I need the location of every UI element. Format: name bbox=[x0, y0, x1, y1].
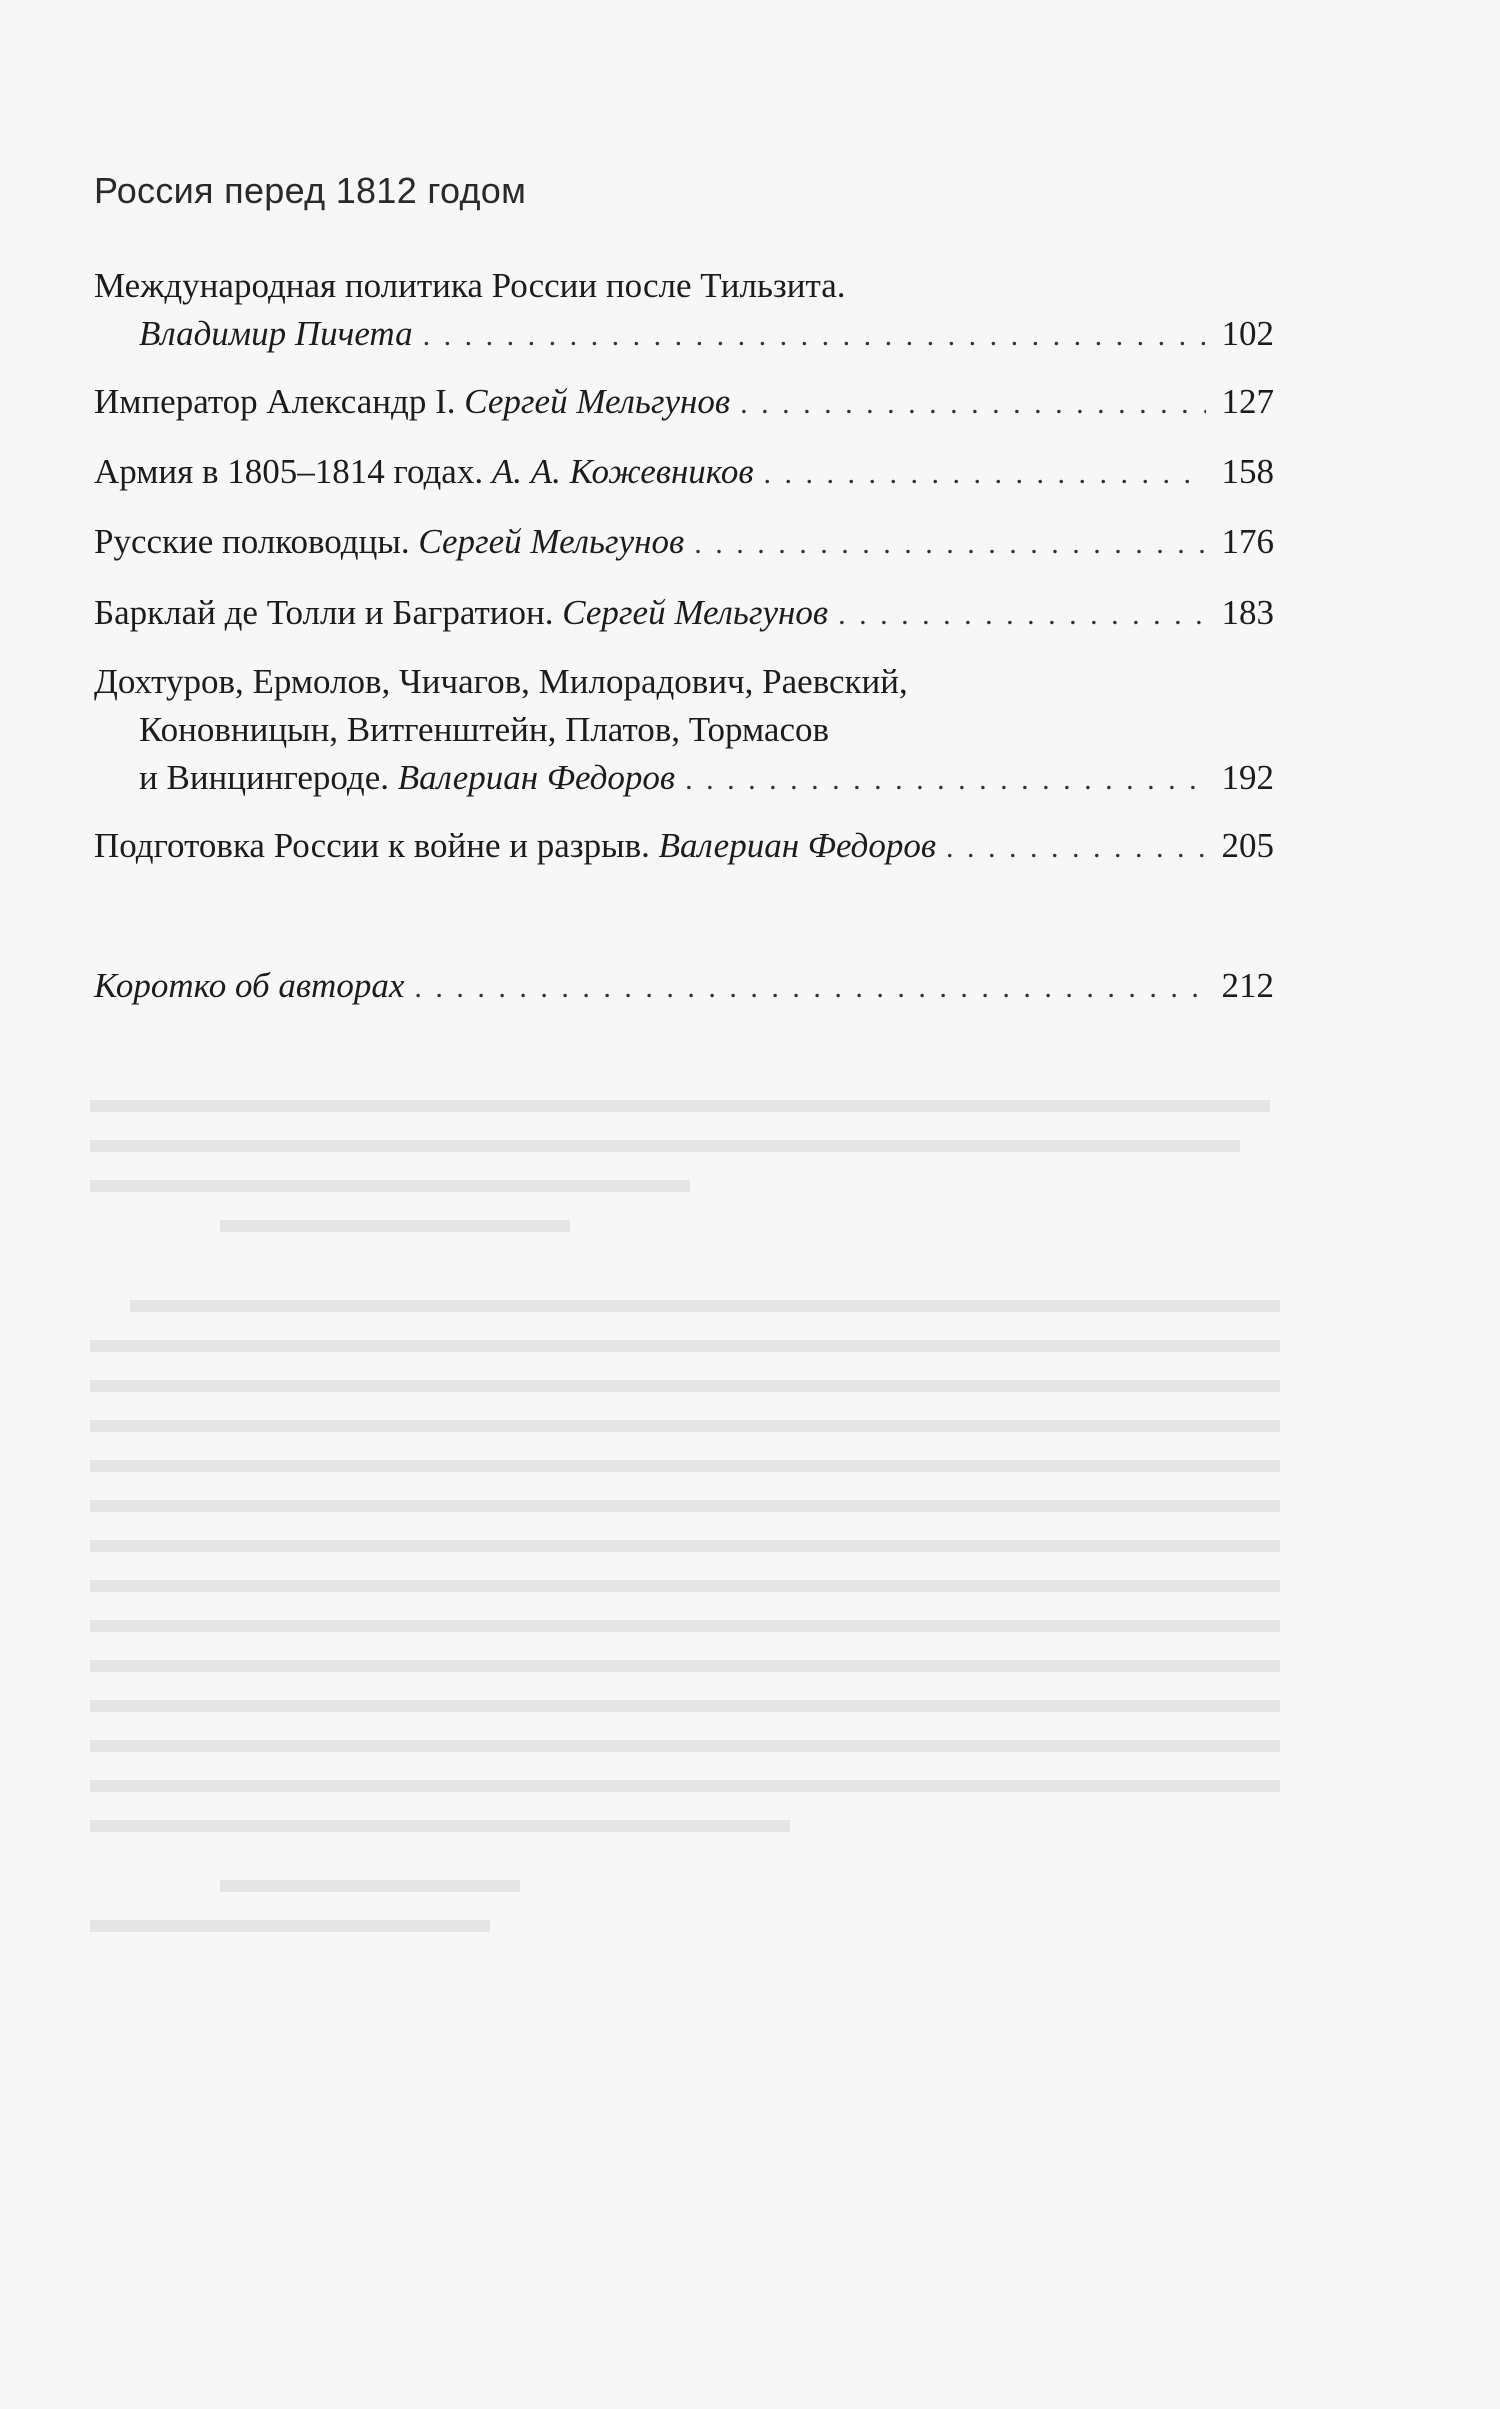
toc-entry[interactable] bbox=[94, 262, 1274, 360]
entry-page-number: 205 bbox=[1221, 826, 1274, 865]
entry-author: Владимир Пичета bbox=[139, 314, 413, 353]
entry-author: Валериан Федоров bbox=[658, 826, 937, 865]
toc-entry-about-authors[interactable] bbox=[94, 962, 1274, 1012]
toc-entry[interactable] bbox=[94, 518, 1274, 568]
entry-author: Сергей Мельгунов bbox=[562, 593, 829, 632]
dot-leader bbox=[946, 824, 1206, 872]
dot-leader bbox=[423, 312, 1206, 360]
entry-page-number: 183 bbox=[1221, 593, 1274, 632]
toc-entry[interactable] bbox=[94, 448, 1274, 498]
entry-author: Валериан Федоров bbox=[397, 758, 676, 797]
entry-title: Русские полководцы. bbox=[94, 522, 410, 561]
entry-author: Сергей Мельгунов bbox=[464, 382, 731, 421]
dot-leader bbox=[740, 380, 1206, 428]
entry-title: Армия в 1805–1814 годах. bbox=[94, 452, 484, 491]
entry-author: Сергей Мельгунов bbox=[418, 522, 685, 561]
entry-page-number: 176 bbox=[1221, 522, 1274, 561]
toc-entry[interactable] bbox=[94, 589, 1274, 639]
dot-leader bbox=[838, 591, 1206, 639]
entry-title: Барклай де Толли и Багратион. bbox=[94, 593, 554, 632]
entry-title: Император Александр I. bbox=[94, 382, 456, 421]
entry-title: Подготовка России к войне и разрыв. bbox=[94, 826, 650, 865]
toc-entry[interactable] bbox=[94, 378, 1274, 428]
entry-page-number: 127 bbox=[1221, 382, 1274, 421]
entry-page-number: 158 bbox=[1221, 452, 1274, 491]
dot-leader bbox=[414, 964, 1206, 1012]
entry-page-number: 192 bbox=[1221, 758, 1274, 797]
dot-leader bbox=[694, 520, 1206, 568]
entry-title: Международная политика России после Тильзита. bbox=[94, 266, 846, 305]
entry-page-number: 212 bbox=[1221, 966, 1274, 1005]
entry-author: А. А. Кожевников bbox=[491, 452, 754, 491]
toc-entry[interactable] bbox=[94, 822, 1274, 872]
dot-leader bbox=[685, 756, 1206, 804]
entry-title: Коротко об авторах bbox=[94, 966, 405, 1005]
bleed-through-texture bbox=[70, 1080, 1320, 1980]
entry-page-number: 102 bbox=[1221, 314, 1274, 353]
entry-title-line: Коновницын, Витгенштейн, Платов, Тормасов bbox=[139, 710, 830, 749]
entry-title-line: Дохтуров, Ермолов, Чичагов, Милорадович, Раевский, bbox=[94, 662, 908, 701]
toc-entry[interactable] bbox=[94, 658, 1274, 804]
dot-leader bbox=[764, 450, 1206, 498]
entry-title-line: и Винцингероде. bbox=[139, 758, 389, 797]
section-title: Россия перед 1812 годом bbox=[94, 170, 527, 211]
